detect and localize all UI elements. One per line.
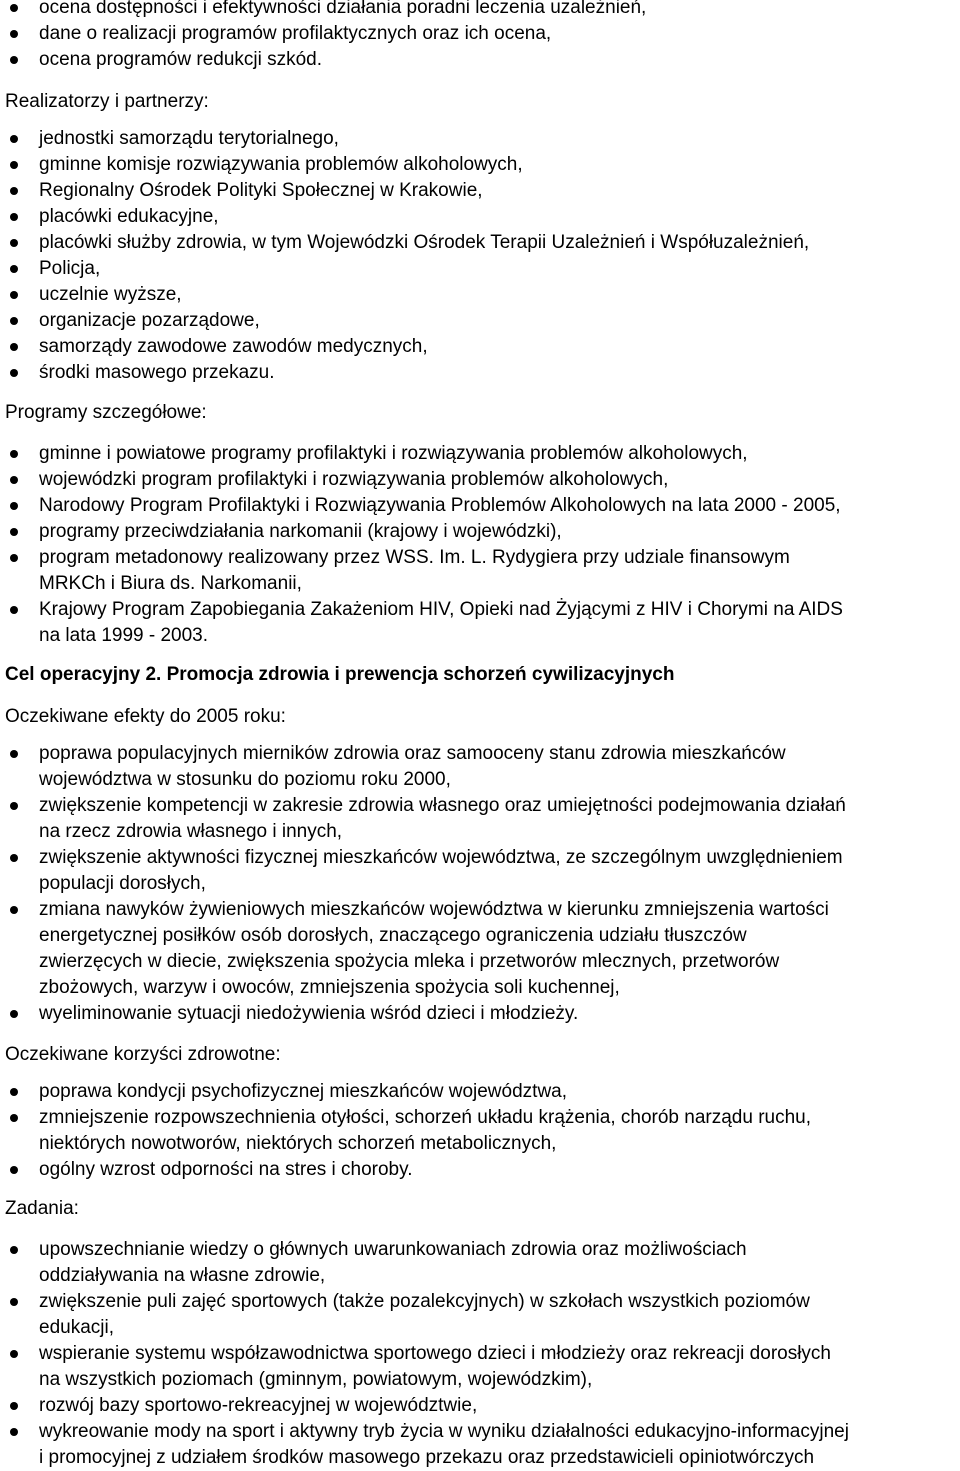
- list-item: Regionalny Ośrodek Polityki Społecznej w Krakowie,: [0, 178, 960, 204]
- list-item: programy przeciwdziałania narkomanii (krajowy i wojewódzki),: [0, 519, 960, 545]
- list-item: Policja,: [0, 256, 960, 282]
- list-item: poprawa populacyjnych mierników zdrowia oraz samooceny stanu zdrowia mieszkańców województwa w stosunku do poziomu roku 2000,: [0, 741, 960, 793]
- heading-tasks: Zadania:: [5, 1198, 79, 1219]
- list-effects: [0, 741, 960, 1027]
- list-programs: [0, 441, 960, 649]
- list-item: środki masowego przekazu.: [0, 360, 960, 386]
- list-item: Krajowy Program Zapobiegania Zakażeniom HIV, Opieki nad Żyjącymi z HIV i Chorymi na AIDS na lata 1999 - 2003.: [0, 597, 960, 649]
- list-item: wyeliminowanie sytuacji niedożywienia wśród dzieci i młodzieży.: [0, 1001, 960, 1027]
- list-item: zwiększenie aktywności fizycznej mieszkańców województwa, ze szczególnym uwzględnieniem populacji dorosłych,: [0, 845, 960, 897]
- list-item: placówki służby zdrowia, w tym Wojewódzki Ośrodek Terapii Uzależnień i Współuzależnień,: [0, 230, 960, 256]
- list-item: zmiana nawyków żywieniowych mieszkańców województwa w kierunku zmniejszenia wartości energetycznej posiłków osób dorosłych, znaczącego ograniczenia udziału tłuszczów zwierzęcych w diecie, zwiększenia spożycia mleka i przetworów mlecznych, przetworów zbożowych, warzyw i owoców, zmniejszenia spożycia soli kuchennej,: [0, 897, 960, 1001]
- heading-partners: Realizatorzy i partnerzy:: [5, 91, 209, 112]
- list-item: upowszechnianie wiedzy o głównych uwarunkowaniach zdrowia oraz możliwościach oddziaływania na własne zdrowie,: [0, 1237, 960, 1289]
- list-item: samorządy zawodowe zawodów medycznych,: [0, 334, 960, 360]
- list-item: uczelnie wyższe,: [0, 282, 960, 308]
- list-item: rozwój bazy sportowo-rekreacyjnej w województwie,: [0, 1393, 960, 1419]
- list-item: placówki edukacyjne,: [0, 204, 960, 230]
- list-item: ocena dostępności i efektywności działania poradni leczenia uzależnień,: [0, 0, 960, 21]
- list-top: [0, 0, 960, 73]
- list-item: zwiększenie kompetencji w zakresie zdrowia własnego oraz umiejętności podejmowania działań na rzecz zdrowia własnego i innych,: [0, 793, 960, 845]
- list-item: Narodowy Program Profilaktyki i Rozwiązywania Problemów Alkoholowych na lata 2000 - 2005,: [0, 493, 960, 519]
- list-item: wojewódzki program profilaktyki i rozwiązywania problemów alkoholowych,: [0, 467, 960, 493]
- heading-programs: Programy szczegółowe:: [5, 402, 207, 423]
- heading-goal: Cel operacyjny 2. Promocja zdrowia i prewencja schorzeń cywilizacyjnych: [5, 664, 675, 685]
- list-item: ogólny wzrost odporności na stres i choroby.: [0, 1157, 960, 1183]
- list-partners: [0, 126, 960, 386]
- list-item: wspieranie systemu współzawodnictwa sportowego dzieci i młodzieży oraz rekreacji dorosłych na wszystkich poziomach (gminnym, powiatowym, wojewódzkim),: [0, 1341, 960, 1393]
- list-item: organizacje pozarządowe,: [0, 308, 960, 334]
- list-item: ocena programów redukcji szkód.: [0, 47, 960, 73]
- list-benefits: [0, 1079, 960, 1183]
- list-item: gminne i powiatowe programy profilaktyki i rozwiązywania problemów alkoholowych,: [0, 441, 960, 467]
- list-item: zmniejszenie rozpowszechnienia otyłości, schorzeń układu krążenia, chorób narządu ruchu, niektórych nowotworów, niektórych schorzeń metabolicznych,: [0, 1105, 960, 1157]
- list-item: poprawa kondycji psychofizycznej mieszkańców województwa,: [0, 1079, 960, 1105]
- list-tasks: [0, 1237, 960, 1471]
- heading-benefits: Oczekiwane korzyści zdrowotne:: [5, 1044, 281, 1065]
- list-item: program metadonowy realizowany przez WSS. Im. L. Rydygiera przy udziale finansowym MRKCh i Biura ds. Narkomanii,: [0, 545, 960, 597]
- heading-effects: Oczekiwane efekty do 2005 roku:: [5, 706, 286, 727]
- list-item: jednostki samorządu terytorialnego,: [0, 126, 960, 152]
- list-item: wykreowanie mody na sport i aktywny tryb życia w wyniku działalności edukacyjno-informacyjnej i promocyjnej z udziałem środków masowego przekazu oraz przedstawicieli opiniotwórczych: [0, 1419, 960, 1471]
- list-item: zwiększenie puli zajęć sportowych (także pozalekcyjnych) w szkołach wszystkich poziomów edukacji,: [0, 1289, 960, 1341]
- list-item: gminne komisje rozwiązywania problemów alkoholowych,: [0, 152, 960, 178]
- list-item: dane o realizacji programów profilaktycznych oraz ich ocena,: [0, 21, 960, 47]
